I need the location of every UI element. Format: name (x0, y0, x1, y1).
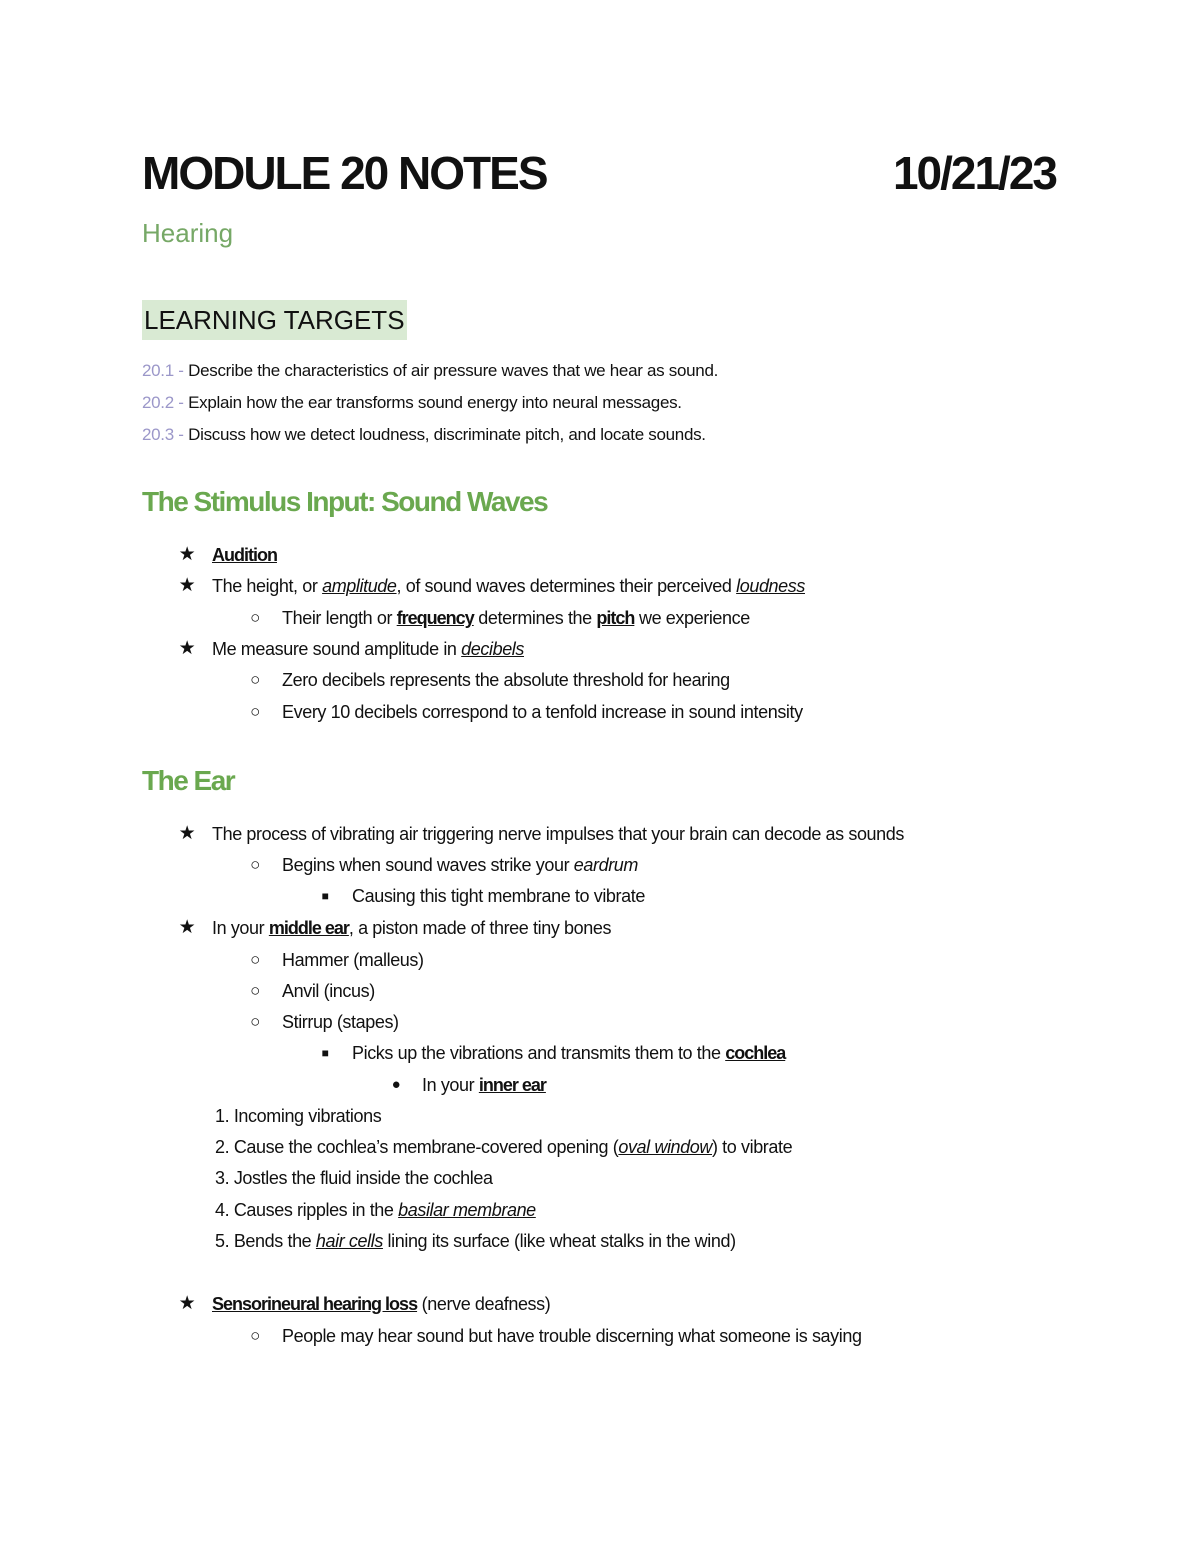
circle-bullet-icon: ○ (250, 950, 260, 969)
circle-bullet-icon: ○ (250, 608, 260, 627)
star-bullet-icon: ★ (178, 917, 196, 938)
term-cochlea: cochlea (725, 1043, 786, 1063)
text: The height, or (212, 576, 323, 596)
bullet-every-10 (250, 700, 803, 724)
text: (nerve deafness) (417, 1294, 551, 1314)
term-middle-ear: middle ear (268, 918, 349, 938)
target-text: Describe the characteristics of air pressure waves that we hear as sound. (188, 361, 719, 380)
square-bullet-icon: ■ (321, 1046, 329, 1060)
square-bullet-icon: ■ (321, 889, 329, 903)
circle-bullet-icon: ○ (250, 981, 260, 1000)
bullet-inner-ear (391, 1073, 546, 1097)
learning-targets-list (142, 357, 718, 453)
step-3 (215, 1166, 493, 1190)
term-amplitude: amplitude (322, 576, 397, 596)
text: In your (422, 1075, 479, 1095)
learning-targets-heading: LEARNING TARGETS (142, 300, 407, 340)
step-5 (215, 1229, 736, 1253)
step-number: 1. (215, 1106, 230, 1126)
bullet-sensorineural (178, 1292, 551, 1316)
target-text: Discuss how we detect loudness, discriminate pitch, and locate sounds. (188, 425, 706, 444)
circle-bullet-icon: ○ (250, 855, 260, 874)
text: Incoming vibrations (233, 1106, 382, 1126)
text: Bends the (233, 1231, 316, 1251)
step-2 (215, 1135, 792, 1159)
text: Causing this tight membrane to vibrate (352, 886, 645, 906)
text: ) to vibrate (711, 1137, 793, 1157)
bullet-picks-up (321, 1041, 786, 1065)
term-inner-ear: inner ear (478, 1075, 546, 1095)
bullet-membrane (321, 884, 645, 908)
learning-target (142, 357, 718, 389)
target-number: 20.3 - (142, 425, 189, 444)
text: In your (212, 918, 269, 938)
term-sensorineural-hearing-loss: Sensorineural hearing loss (212, 1294, 418, 1314)
bullet-begins (250, 853, 638, 877)
term-hair-cells: hair cells (315, 1231, 383, 1251)
section-heading-stimulus: The Stimulus Input: Sound Waves (142, 486, 548, 517)
text: People may hear sound but have trouble discerning what someone is saying (282, 1326, 862, 1346)
circle-bullet-icon: ○ (250, 1012, 260, 1031)
page-title: MODULE 20 NOTES (142, 147, 547, 199)
step-4 (215, 1198, 536, 1222)
term-decibels: decibels (461, 639, 524, 659)
text: Stirrup (stapes) (282, 1012, 399, 1032)
section-heading-ear: The Ear (142, 765, 235, 796)
text: Zero decibels represents the absolute threshold for hearing (282, 670, 730, 690)
page-date: 10/21/23 (892, 147, 1056, 199)
bullet-process (178, 822, 904, 846)
text: we experience (634, 608, 750, 628)
term-pitch: pitch (596, 608, 635, 628)
dot-bullet-icon: ● (391, 1076, 401, 1093)
bullet-anvil (250, 979, 375, 1003)
text: Causes ripples in the (233, 1200, 399, 1220)
text: Picks up the vibrations and transmits them to the (352, 1043, 726, 1063)
bullet-stirrup (250, 1010, 399, 1034)
learning-target (142, 421, 718, 453)
bullet-people (250, 1324, 862, 1348)
star-bullet-icon: ★ (178, 638, 196, 659)
bullet-middle-ear (178, 916, 612, 940)
bullet-hammer (250, 948, 424, 972)
title-row (142, 146, 1056, 200)
target-number: 20.2 - (142, 393, 189, 412)
step-number: 5. (215, 1231, 230, 1251)
star-bullet-icon: ★ (178, 823, 196, 844)
bullet-frequency (250, 606, 750, 630)
target-text: Explain how the ear transforms sound energy into neural messages. (188, 393, 682, 412)
step-number: 4. (215, 1200, 230, 1220)
text: , of sound waves determines their perceived (396, 576, 737, 596)
bullet-decibels (178, 637, 524, 661)
text: Me measure sound amplitude in (212, 639, 462, 659)
text: Hammer (malleus) (282, 950, 424, 970)
text: determines the (473, 608, 597, 628)
star-bullet-icon: ★ (178, 1293, 196, 1314)
term-audition: Audition (212, 545, 277, 565)
text: Their length or (282, 608, 397, 628)
term-oval-window: oval window (618, 1137, 712, 1157)
star-bullet-icon: ★ (178, 544, 196, 565)
text: The process of vibrating air triggering nerve impulses that your brain can decode as sounds (212, 824, 904, 844)
target-number: 20.1 - (142, 361, 189, 380)
star-bullet-icon: ★ (178, 575, 196, 596)
bullet-audition (178, 543, 277, 567)
text: Jostles the fluid inside the cochlea (233, 1168, 493, 1188)
text: , a piston made of three tiny bones (348, 918, 612, 938)
bullet-zero-db (250, 668, 730, 692)
learning-target (142, 389, 718, 421)
bullet-amplitude (178, 574, 805, 598)
text: Anvil (incus) (282, 981, 375, 1001)
circle-bullet-icon: ○ (250, 670, 260, 689)
term-frequency: frequency (396, 608, 474, 628)
text: Cause the cochlea’s membrane-covered opening ( (233, 1137, 619, 1157)
circle-bullet-icon: ○ (250, 702, 260, 721)
text: Begins when sound waves strike your (282, 855, 574, 875)
text: lining its surface (like wheat stalks in the wind) (382, 1231, 736, 1251)
term-eardrum: eardrum (573, 855, 638, 875)
step-number: 3. (215, 1168, 230, 1188)
term-basilar-membrane: basilar membrane (398, 1200, 536, 1220)
term-loudness: loudness (736, 576, 805, 596)
text: Every 10 decibels correspond to a tenfold increase in sound intensity (282, 702, 803, 722)
step-1 (215, 1104, 381, 1128)
page-subtitle: Hearing (142, 218, 234, 248)
circle-bullet-icon: ○ (250, 1326, 260, 1345)
step-number: 2. (215, 1137, 230, 1157)
